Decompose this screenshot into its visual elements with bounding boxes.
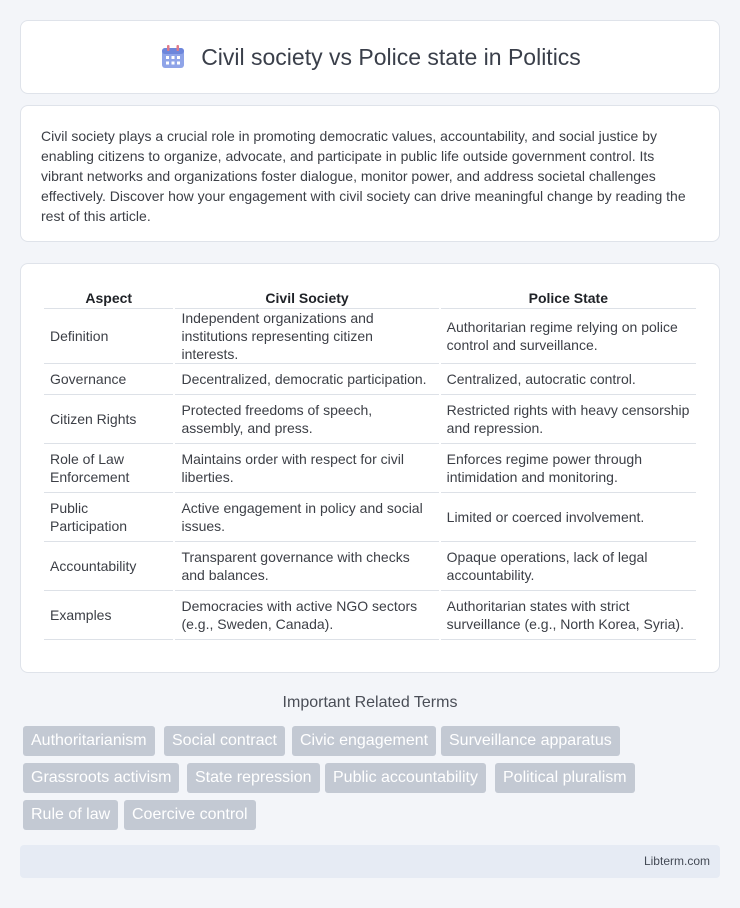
page-title: Civil society vs Police state in Politics bbox=[201, 43, 581, 70]
tag-surveillance-apparatus[interactable]: Surveillance apparatus bbox=[441, 726, 620, 756]
cell-police-state: Opaque operations, lack of legal accountability. bbox=[441, 542, 696, 591]
tag-political-pluralism[interactable]: Political pluralism bbox=[495, 763, 635, 793]
cell-civil-society: Democracies with active NGO sectors (e.g., Sweden, Canada). bbox=[175, 591, 438, 640]
comparison-table-card bbox=[20, 263, 720, 673]
table-row bbox=[44, 444, 696, 493]
table-header-row bbox=[44, 284, 696, 309]
tag-public-accountability[interactable]: Public accountability bbox=[325, 763, 486, 793]
intro-card bbox=[20, 105, 720, 242]
table-row bbox=[44, 395, 696, 444]
calendar-icon bbox=[159, 43, 187, 71]
cell-police-state: Limited or coerced involvement. bbox=[441, 493, 696, 542]
table-row bbox=[44, 493, 696, 542]
cell-aspect: Accountability bbox=[44, 542, 173, 591]
cell-police-state: Restricted rights with heavy censorship and repression. bbox=[441, 395, 696, 444]
header-card bbox=[20, 20, 720, 94]
tag-grassroots-activism[interactable]: Grassroots activism bbox=[23, 763, 179, 793]
table-row bbox=[44, 364, 696, 395]
tag-state-repression[interactable]: State repression bbox=[187, 763, 320, 793]
header-police-state: Police State bbox=[441, 284, 696, 309]
header-aspect: Aspect bbox=[44, 284, 173, 309]
tag-rule-of-law[interactable]: Rule of law bbox=[23, 800, 118, 830]
cell-aspect: Definition bbox=[44, 309, 173, 364]
tag-authoritarianism[interactable]: Authoritarianism bbox=[23, 726, 155, 756]
related-terms-heading: Important Related Terms bbox=[282, 694, 458, 711]
header-civil-society: Civil Society bbox=[175, 284, 438, 309]
tag-coercive-control[interactable]: Coercive control bbox=[124, 800, 256, 830]
cell-police-state: Enforces regime power through intimidation and monitoring. bbox=[441, 444, 696, 493]
tag-civic-engagement[interactable]: Civic engagement bbox=[292, 726, 436, 756]
cell-aspect: Examples bbox=[44, 591, 173, 640]
cell-civil-society: Protected freedoms of speech, assembly, and press. bbox=[175, 395, 438, 444]
cell-police-state: Authoritarian states with strict surveillance (e.g., North Korea, Syria). bbox=[441, 591, 696, 640]
comparison-table bbox=[42, 284, 698, 640]
table-row bbox=[44, 542, 696, 591]
cell-aspect: Citizen Rights bbox=[44, 395, 173, 444]
title-wrap bbox=[159, 43, 581, 71]
cell-police-state: Authoritarian regime relying on police control and surveillance. bbox=[441, 309, 696, 364]
table-row bbox=[44, 591, 696, 640]
cell-civil-society: Transparent governance with checks and balances. bbox=[175, 542, 438, 591]
tag-social-contract[interactable]: Social contract bbox=[164, 726, 285, 756]
cell-civil-society: Independent organizations and institutions representing citizen interests. bbox=[175, 309, 438, 364]
cell-aspect: Public Participation bbox=[44, 493, 173, 542]
cell-aspect: Role of Law Enforcement bbox=[44, 444, 173, 493]
footer bbox=[20, 845, 720, 878]
footer-site-link[interactable]: Libterm.com bbox=[643, 854, 710, 868]
cell-civil-society: Active engagement in policy and social issues. bbox=[175, 493, 438, 542]
cell-aspect: Governance bbox=[44, 364, 173, 395]
cell-civil-society: Maintains order with respect for civil liberties. bbox=[175, 444, 438, 493]
table-row bbox=[44, 309, 696, 364]
intro-paragraph: Civil society plays a crucial role in promoting democratic values, accountability, and social justice by enabling citizens to organize, advocate, and participate in public life outside government control. Its vibrant networks and organizations foster dialogue, monitor power, and address societal challenges effectively. Discover how your engagement with civil society can drive meaningful change by reading the rest of this article. bbox=[41, 128, 686, 224]
cell-civil-society: Decentralized, democratic participation. bbox=[175, 364, 438, 395]
cell-police-state: Centralized, autocratic control. bbox=[441, 364, 696, 395]
